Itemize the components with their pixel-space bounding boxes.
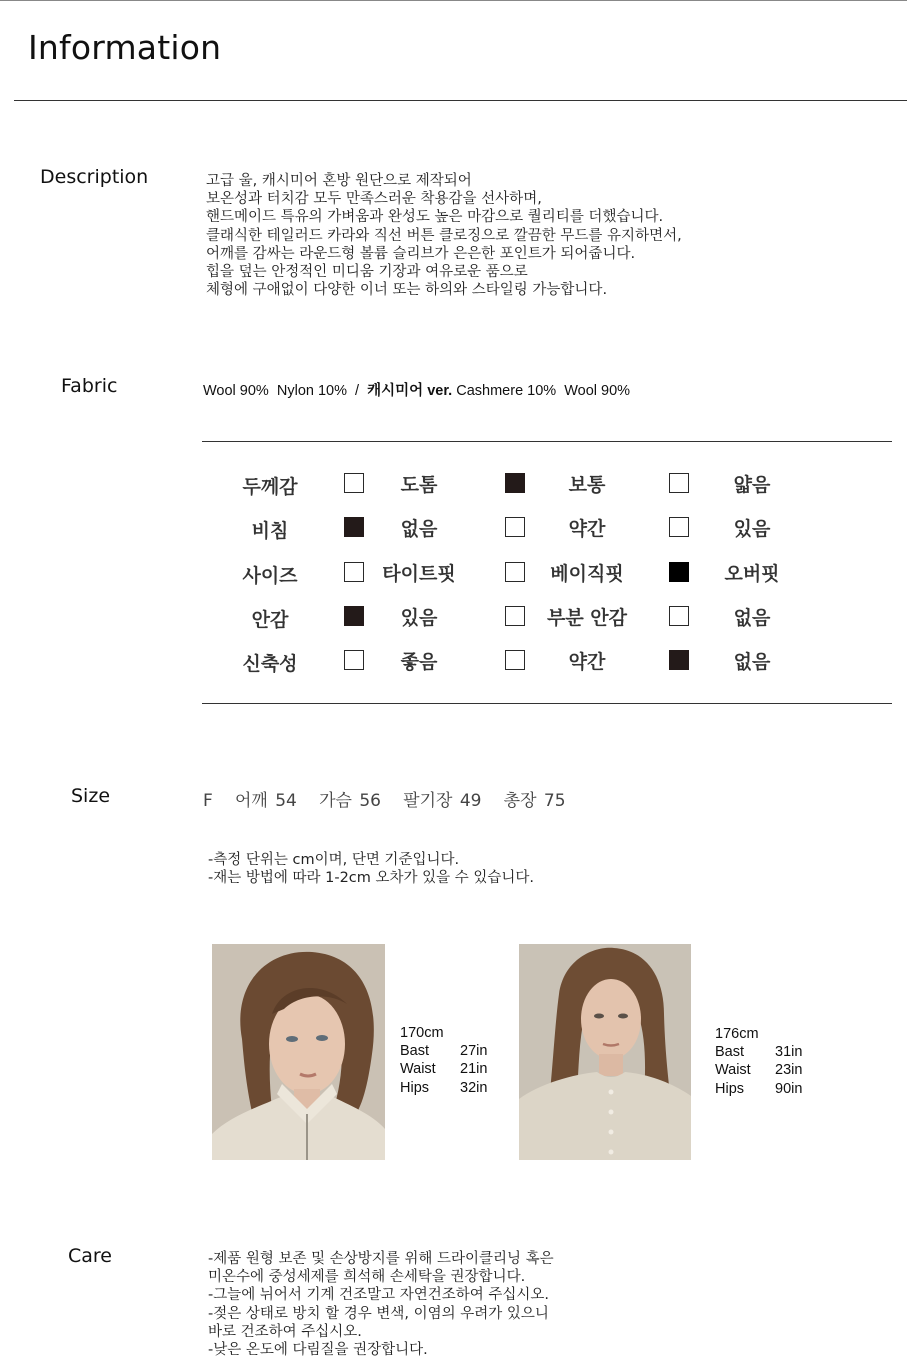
- model-photo-1-illustration: [212, 944, 385, 1160]
- model-2-measurements: [715, 1025, 802, 1098]
- checkbox-stretch-slight: [505, 650, 525, 670]
- fabric-standard: Wool 90% Nylon 10% /: [203, 383, 368, 399]
- model-photo-2: [519, 944, 691, 1160]
- fabric-cashmere: Cashmere 10% Wool 90%: [452, 383, 631, 399]
- care-line: 미온수에 중성세제를 희석해 손세탁을 권장합니다.: [208, 1269, 526, 1286]
- description-text: [206, 172, 682, 299]
- option-stretch-good: 좋음: [400, 651, 438, 673]
- checkbox-sheerness-none: [344, 517, 364, 537]
- description-line: 클래식한 테일러드 카라와 직선 버튼 클로징으로 깔끔한 무드를 유지하면서,: [206, 227, 682, 244]
- option-fit-over: 오버핏: [724, 563, 780, 585]
- page-title: Information: [28, 28, 222, 67]
- checkbox-sheerness-slight: [505, 517, 525, 537]
- care-line: -제품 원형 보존 및 손상방지를 위해 드라이클리닝 혹은: [208, 1251, 554, 1267]
- row-label-fit: 사이즈: [242, 565, 298, 587]
- size-measurements: F 어깨 54 가슴 56 팔기장 49 총장 75: [203, 791, 566, 811]
- checkbox-lining-none: [669, 606, 689, 626]
- checkbox-stretch-good: [344, 650, 364, 670]
- checkbox-lining-yes: [344, 606, 364, 626]
- waist-label: Waist: [715, 1062, 751, 1079]
- size-note: -측정 단위는 cm이며, 단면 기준입니다.: [208, 852, 460, 868]
- row-label-stretch: 신축성: [242, 653, 298, 675]
- row-label-sheerness: 비침: [251, 520, 289, 542]
- checkbox-fit-basic: [505, 562, 525, 582]
- checkbox-lining-partial: [505, 606, 525, 626]
- description-line: 고급 울, 캐시미어 혼방 원단으로 제작되어: [206, 173, 472, 189]
- hips-label: Hips: [400, 1079, 430, 1096]
- size-notes: [208, 851, 534, 887]
- checkbox-thickness-thin: [669, 473, 689, 493]
- checkbox-thickness-normal: [505, 473, 525, 493]
- description-line: 체형에 구애없이 다양한 이너 또는 하의와 스타일링 가능합니다.: [206, 282, 608, 299]
- size-note: -재는 방법에 따라 1-2cm 오차가 있을 수 있습니다.: [208, 870, 535, 887]
- model-1-height: 170cm: [400, 1025, 444, 1041]
- checkbox-fit-tight: [344, 562, 364, 582]
- fabric-label: Fabric: [61, 375, 118, 397]
- model-1-hips: [400, 1079, 487, 1097]
- model-2-waist: [715, 1061, 802, 1079]
- hips-label: Hips: [715, 1080, 745, 1097]
- description-line: 어깨를 감싸는 라운드형 볼륨 슬리브가 은은한 포인트가 되어줍니다.: [206, 245, 636, 262]
- option-thickness-normal: 보통: [568, 474, 606, 496]
- option-sheerness-none: 없음: [400, 518, 438, 540]
- waist-value: 21in: [460, 1061, 488, 1078]
- grid-top-rule: [202, 441, 892, 442]
- checkbox-thickness-thick: [344, 473, 364, 493]
- model-1-measurements: [400, 1024, 487, 1097]
- option-stretch-none: 없음: [733, 651, 771, 673]
- waist-label: Waist: [400, 1061, 436, 1078]
- bust-value: 31in: [775, 1044, 803, 1061]
- option-stretch-slight: 약간: [568, 651, 606, 673]
- option-lining-yes: 있음: [400, 607, 438, 629]
- option-lining-none: 없음: [733, 607, 771, 629]
- model-photo-2-illustration: [519, 944, 691, 1160]
- description-line: 보온성과 터치감 모두 만족스러운 착용감을 선사하며,: [206, 191, 542, 208]
- option-thickness-thin: 얇음: [733, 474, 771, 496]
- fabric-cashmere-version: 캐시미어 ver.: [367, 383, 453, 399]
- fabric-composition: [203, 379, 630, 400]
- option-sheerness-yes: 있음: [733, 518, 771, 540]
- bust-label: Bast: [400, 1043, 430, 1060]
- model-2-hips: [715, 1080, 802, 1098]
- row-label-thickness: 두께감: [242, 476, 298, 498]
- option-sheerness-slight: 약간: [568, 518, 606, 540]
- bust-value: 27in: [460, 1043, 488, 1060]
- care-line: -낮은 온도에 다림질을 권장합니다.: [208, 1342, 428, 1359]
- top-border: [0, 0, 907, 1]
- model-2-height: 176cm: [715, 1026, 759, 1042]
- option-thickness-thick: 도톰: [400, 474, 438, 496]
- grid-bottom-rule: [202, 703, 892, 704]
- model-1-waist: [400, 1060, 487, 1078]
- model-2-bust: [715, 1043, 802, 1061]
- hips-value: 90in: [775, 1080, 803, 1097]
- checkbox-stretch-none: [669, 650, 689, 670]
- option-fit-tight: 타이트핏: [382, 563, 456, 585]
- size-label: Size: [71, 785, 111, 807]
- description-line: 핸드메이드 특유의 가벼움과 완성도 높은 마감으로 퀄리티를 더했습니다.: [206, 209, 664, 226]
- care-line: 바로 건조하여 주십시오.: [208, 1323, 362, 1340]
- description-line: 힙을 덮는 안정적인 미디움 기장과 여유로운 품으로: [206, 264, 528, 281]
- care-label: Care: [68, 1245, 112, 1267]
- option-lining-partial: 부분 안감: [546, 607, 628, 629]
- model-1-bust: [400, 1042, 487, 1060]
- row-label-lining: 안감: [251, 609, 289, 631]
- checkbox-sheerness-yes: [669, 517, 689, 537]
- checkbox-fit-over: [669, 562, 689, 582]
- option-fit-basic: 베이직핏: [550, 563, 624, 585]
- description-label: Description: [40, 166, 149, 188]
- model-photo-1: [212, 944, 385, 1160]
- care-line: -젖은 상태로 방치 할 경우 변색, 이염의 우려가 있으니: [208, 1305, 549, 1322]
- title-divider: [14, 100, 907, 101]
- care-line: -그늘에 뉘어서 기계 건조말고 자연건조하여 주십시오.: [208, 1287, 550, 1304]
- waist-value: 23in: [775, 1062, 803, 1079]
- hips-value: 32in: [460, 1079, 488, 1096]
- bust-label: Bast: [715, 1044, 745, 1061]
- care-text: [208, 1250, 554, 1359]
